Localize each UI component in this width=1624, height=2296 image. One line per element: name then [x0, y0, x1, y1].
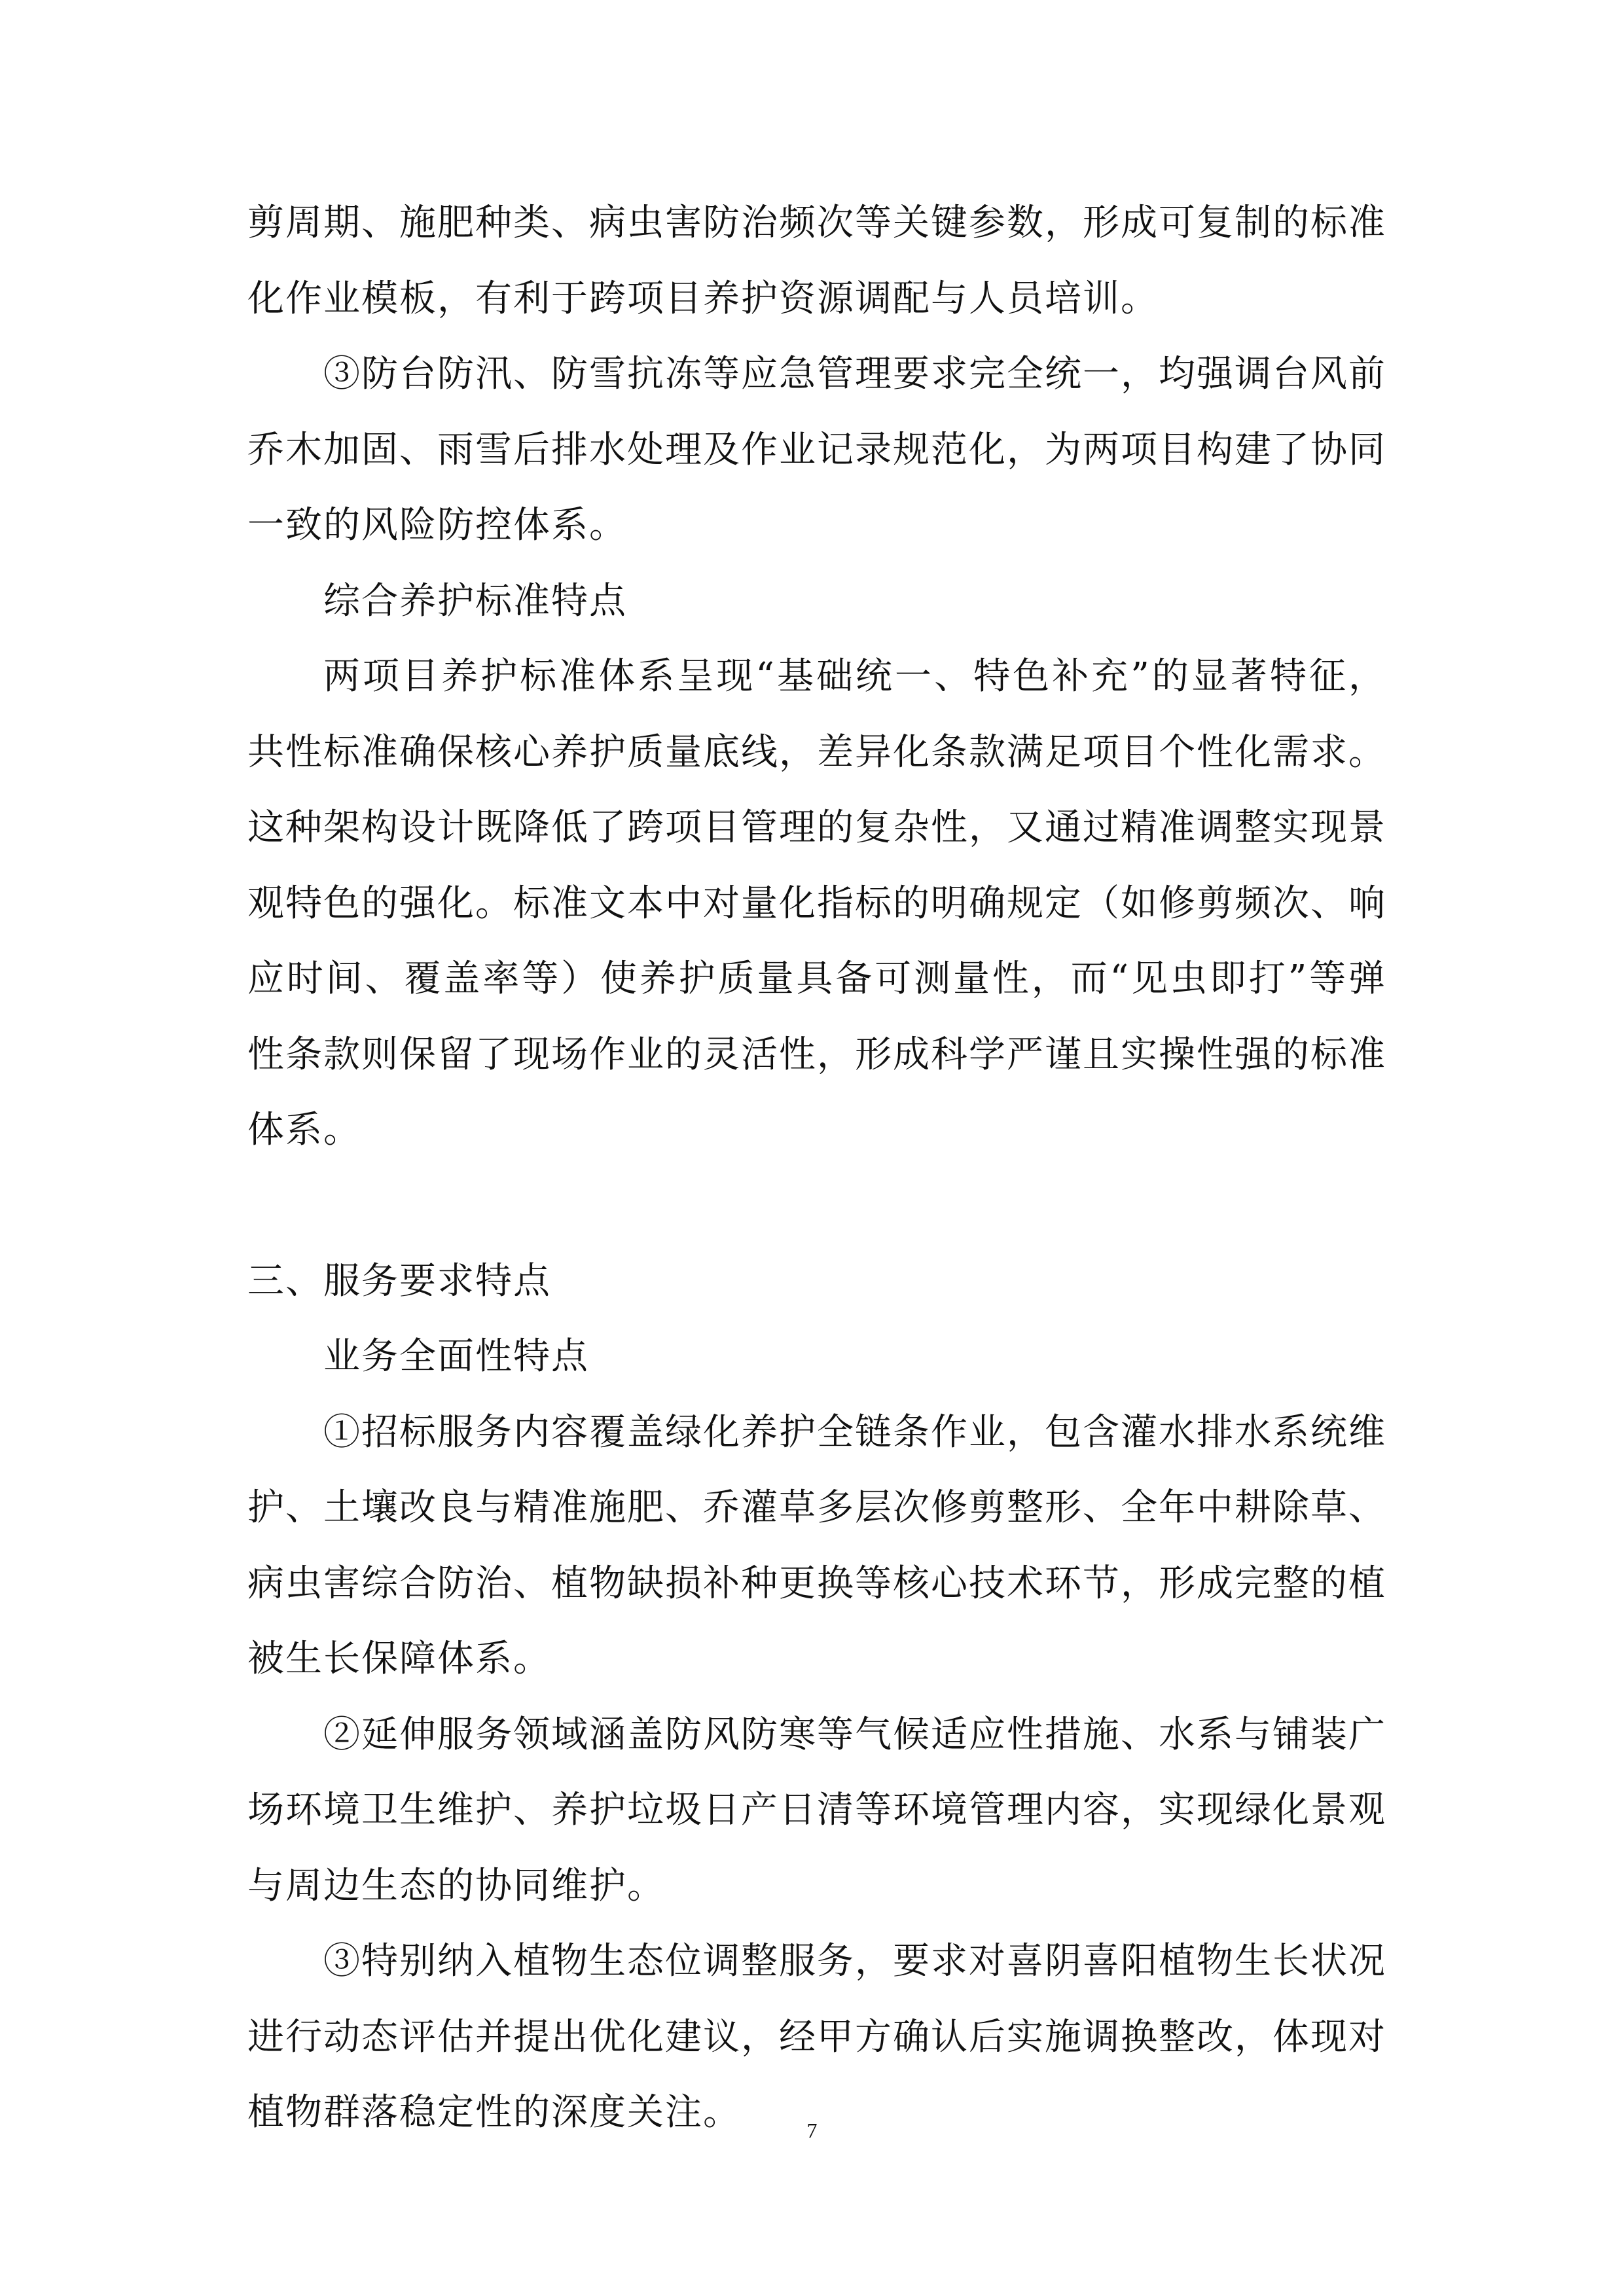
subheading-business-comprehensiveness: 业务全面性特点 [323, 1335, 589, 1378]
page-number: 7 [806, 2119, 818, 2142]
paragraph-emergency-management: ③防台防汛、防雪抗冻等应急管理要求完全统一，均强调台风前乔木加固、雨雪后排水处理及作业记录规范化，为两项目构建了协同一致的风险防控体系。 [247, 353, 1386, 547]
section-heading-service-requirements: 三、服务要求特点 [247, 1259, 551, 1302]
section-spacer [247, 1168, 1386, 1244]
paragraph-continued: 剪周期、施肥种类、病虫害防治频次等关键参数，形成可复制的标准化作业模板，有利于跨项目养护资源调配与人员培训。 [247, 202, 1386, 320]
paragraph-comprehensive-standards: 两项目养护标准体系呈现“基础统一、特色补充”的显著特征，共性标准确保核心养护质量底线，差异化条款满足项目个性化需求。这种架构设计既降低了跨项目管理的复杂性，又通过精准调整实现景观特色的强化。标准文本中对量化指标的明确规定（如修剪频次、响应时间、覆盖率等）使养护质量具备可测量性，而“见虫即打”等弹性条款则保留了现场作业的灵活性，形成科学严谨且实操性强的标准体系。 [247, 655, 1386, 1151]
paragraph-service-scope: ①招标服务内容覆盖绿化养护全链条作业，包含灌水排水系统维护、土壤改良与精准施肥、乔灌草多层次修剪整形、全年中耕除草、病虫害综合防治、植物缺损补种更换等核心技术环节，形成完整的植被生长保障体系。 [247, 1410, 1386, 1680]
document-body [247, 185, 1386, 2151]
subheading-comprehensive-standards: 综合养护标准特点 [323, 579, 627, 622]
paragraph-ecological-niche-adjustment: ③特别纳入植物生态位调整服务，要求对喜阴喜阳植物生长状况进行动态评估并提出优化建议，经甲方确认后实施调换整改，体现对植物群落稳定性的深度关注。 [247, 1940, 1386, 2134]
paragraph-extended-services: ②延伸服务领域涵盖防风防寒等气候适应性措施、水系与铺装广场环境卫生维护、养护垃圾日产日清等环境管理内容，实现绿化景观与周边生态的协同维护。 [247, 1713, 1386, 1907]
